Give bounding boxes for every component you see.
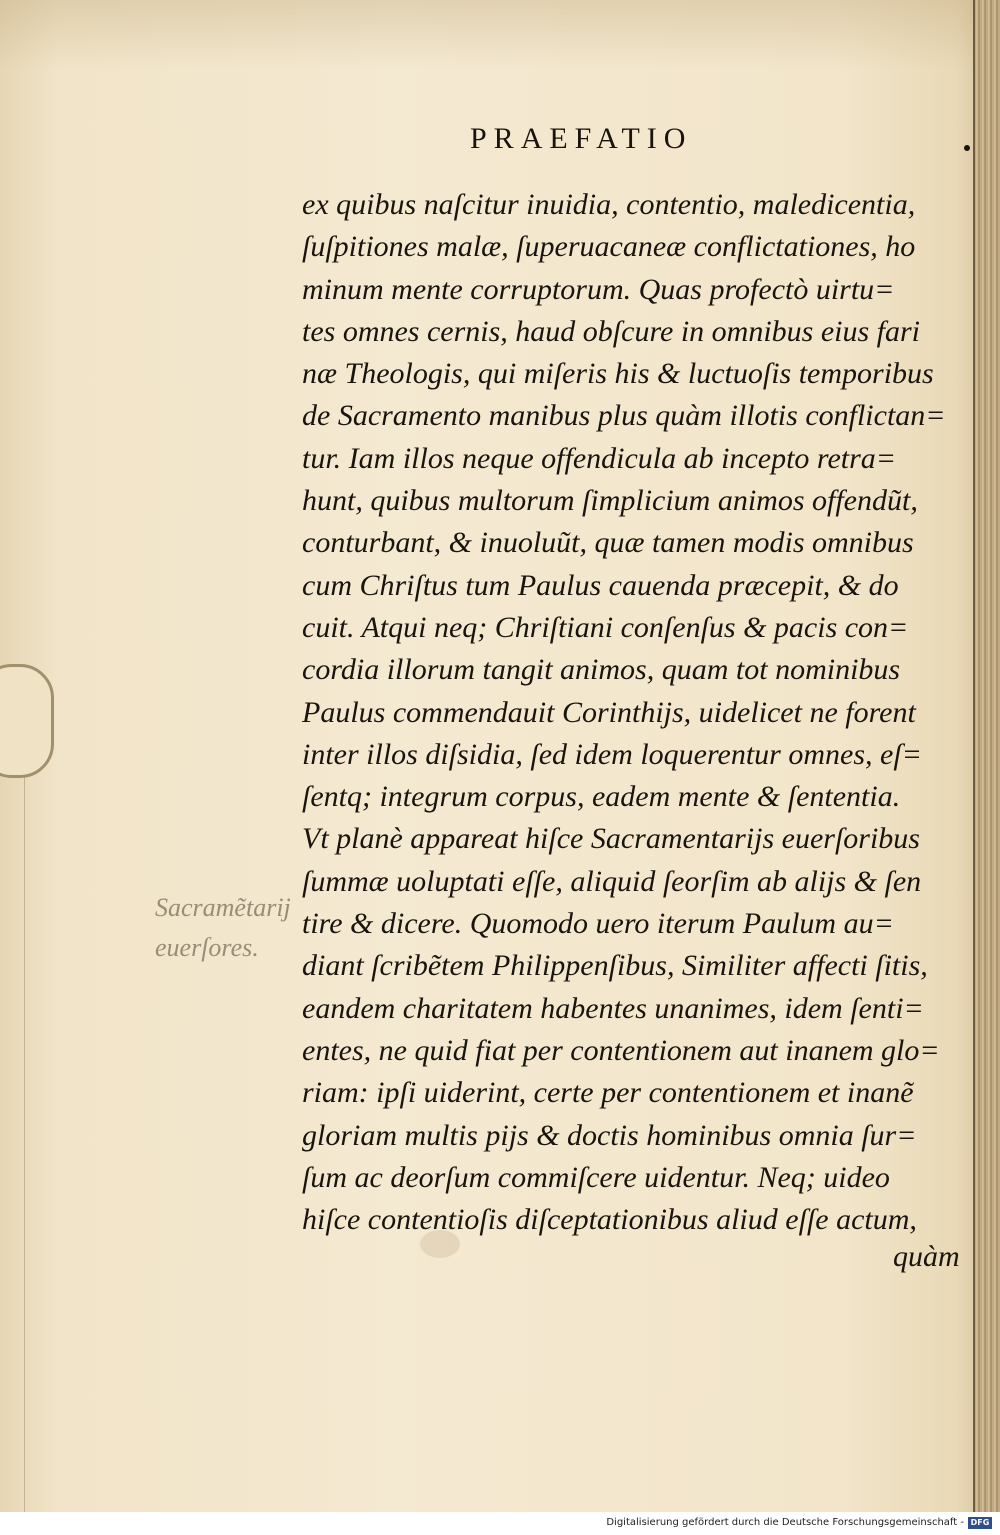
funding-credit: Digitalisierung gefördert durch die Deutsche Forschungsgemeinschaft -	[606, 1517, 964, 1528]
margin-note-line: Sacramẽtarij	[155, 893, 291, 922]
text-line: tur. Iam illos neque offendicula ab incepto retra=	[302, 441, 897, 475]
running-title: PRAEFATIO	[470, 122, 693, 155]
page-tab-cutout	[0, 664, 54, 778]
text-line: Paulus commendauit Corinthijs, uidelicet ne forent	[302, 695, 916, 729]
text-line: inter illos diſsidia, ſed idem loquerentur omnes, eſ=	[302, 737, 922, 771]
text-line: cordia illorum tangit animos, quam tot nominibus	[302, 653, 901, 687]
text-line: hiſce contentioſis diſceptationibus aliud eſſe actum,	[302, 1203, 917, 1237]
text-line: cuit. Atqui neq; Chriſtiani conſenſus & pacis con=	[302, 610, 909, 644]
page-stack-edge	[975, 0, 1000, 1512]
text-line: tes omnes cernis, haud obſcure in omnibus eius fari	[302, 314, 921, 348]
text-line: næ Theologis, qui miſeris his & luctuoſis temporibus	[302, 357, 934, 391]
page-shading	[0, 0, 985, 70]
footer-bar	[0, 1512, 1000, 1535]
page-fold-edge	[0, 664, 25, 1514]
catchword: quàm	[893, 1240, 960, 1273]
text-line: conturbant, & inuoluũt, quæ tamen modis omnibus	[302, 526, 914, 560]
ink-dot	[964, 145, 970, 151]
dfg-logo-icon: DFG	[968, 1517, 992, 1529]
text-line: eandem charitatem habentes unanimes, idem ſenti=	[302, 991, 924, 1025]
text-line: minum mente corruptorum. Quas profectò uirtu=	[302, 272, 895, 306]
main-text-block	[302, 184, 962, 1241]
text-line: ſentq; integrum corpus, eadem mente & ſententia.	[302, 780, 901, 814]
text-line: ex quibus naſcitur inuidia, contentio, maledicentia,	[302, 188, 916, 221]
text-line: riam: ipſi uiderint, certe per contentionem et inanẽ	[302, 1076, 914, 1110]
text-line: hunt, quibus multorum ſimplicium animos offendũt,	[302, 484, 918, 518]
text-line: ſum ac deorſum commiſcere uidentur. Neq; uideo	[302, 1160, 890, 1194]
text-line: de Sacramento manibus plus quàm illotis conflictan=	[302, 399, 946, 433]
text-line: ſummæ uoluptati eſſe, aliquid ſeorſim ab alijs & ſen	[302, 864, 922, 898]
text-line: Vt planè appareat hiſce Sacramentarijs euerſoribus	[302, 822, 920, 856]
text-line: cum Chriſtus tum Paulus cauenda præcepit, & do	[302, 568, 899, 602]
text-line: gloriam multis pijs & doctis hominibus omnia ſur=	[302, 1118, 917, 1152]
text-line: tire & dicere. Quomodo uero iterum Paulum au=	[302, 907, 894, 941]
text-line: ſuſpitiones malæ, ſuperuacaneæ conflictationes, ho	[302, 230, 916, 264]
text-line: entes, ne quid fiat per contentionem aut inanem glo=	[302, 1033, 940, 1067]
margin-note-line: euerſores.	[155, 933, 259, 962]
margin-note	[155, 888, 291, 968]
text-line: diant ſcribẽtem Philippenſibus, Similiter affecti ſitis,	[302, 949, 928, 983]
